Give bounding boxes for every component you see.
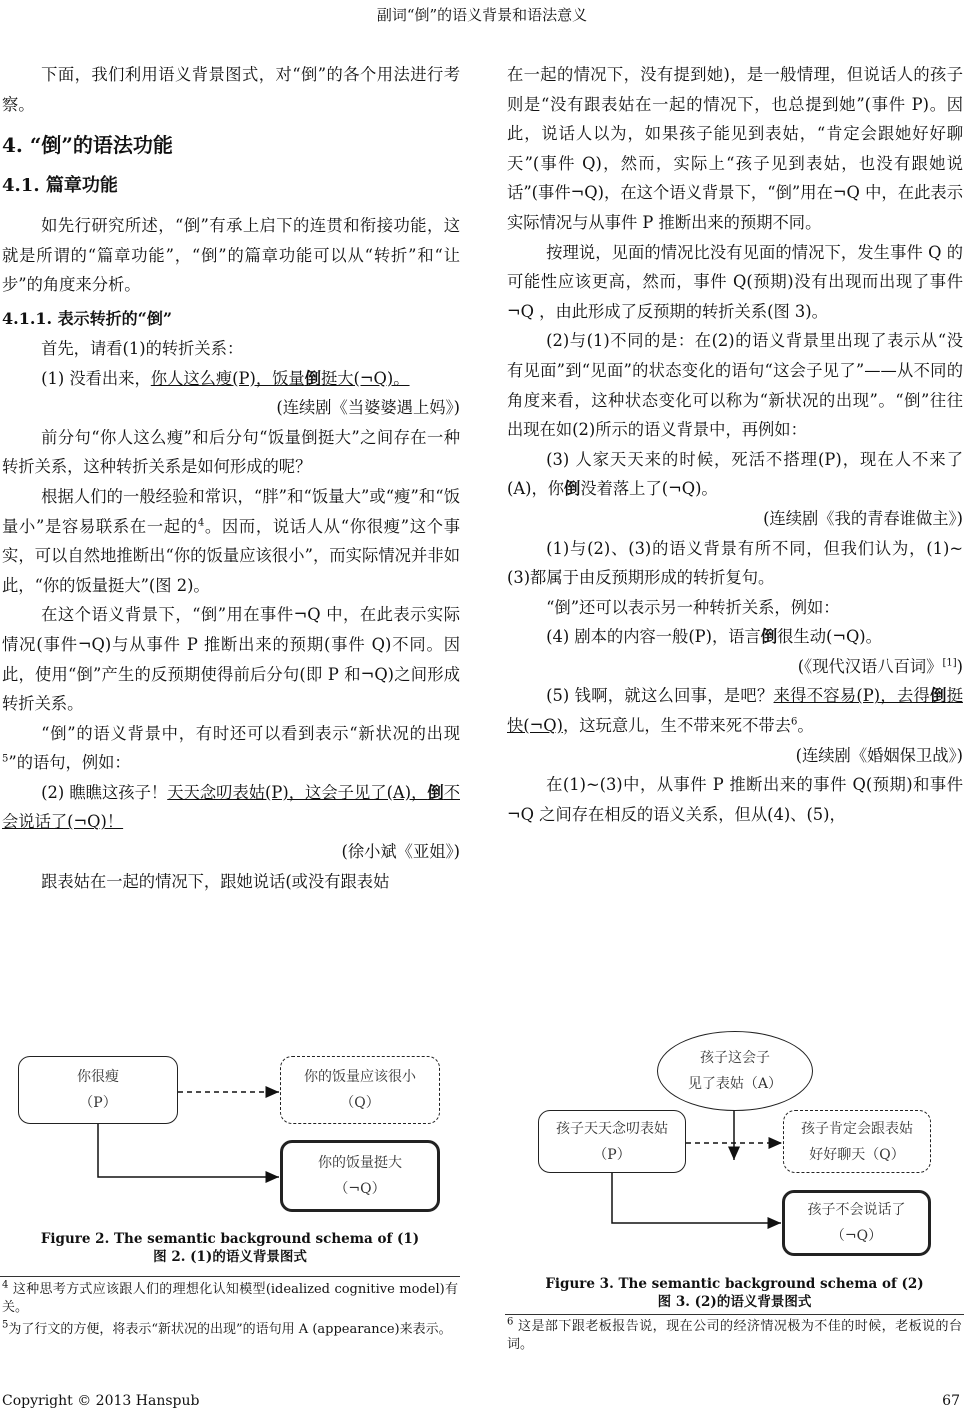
text-run: (连续剧《当婆婆遇上妈》) xyxy=(276,398,460,418)
text-run: 如先行研究所述，“倒”有承上启下的连贯和衔接功能，这就是所谓的“篇章功能”，“倒”的篇章功能可以从“转折”和“让步”的角度来分析。 xyxy=(2,216,460,295)
figure-3-caption xyxy=(505,1275,964,1311)
box-label: 你很瘦 xyxy=(77,1069,119,1085)
box-label: （P） xyxy=(593,1146,631,1163)
text-run: (连续剧《婚姻保卫战》) xyxy=(795,745,963,765)
text-run: 你人这么瘦(P)，饭量 xyxy=(150,368,305,388)
text-run: (1) 没看出来， xyxy=(41,368,151,388)
box-label: 你的饭量挺大 xyxy=(318,1155,402,1171)
footnote-reference: 6 xyxy=(790,716,798,728)
page-number: 67 xyxy=(942,1393,960,1409)
footnote-4 xyxy=(2,1281,458,1317)
event-p-box xyxy=(538,1110,686,1173)
text-run: 。 xyxy=(797,716,814,736)
box-label: 你的饭量应该很小 xyxy=(304,1069,416,1085)
event-q-box xyxy=(783,1110,931,1173)
caption-zh: 图 2. (1)的语义背景图式 xyxy=(153,1249,307,1265)
box-label: 孩子天天念叨表姑 xyxy=(556,1120,668,1137)
running-header: 副词“倒”的语义背景和语法意义 xyxy=(376,6,588,24)
footnote-divider xyxy=(505,1314,964,1315)
event-a-ellipse xyxy=(657,1031,813,1111)
figure-2-caption xyxy=(0,1230,460,1266)
text-run: ) xyxy=(956,656,963,676)
text-run: ”的语句，例如： xyxy=(8,753,131,773)
ellipse-label: 孩子这会子 xyxy=(700,1050,770,1066)
footnote-text: 这是部下跟老板报告说，现在公司的经济情况极为不佳的时候，老板说的台词。 xyxy=(507,1319,962,1352)
text-run: 根据人们的一般经验和常识，“胖”和“饭量大”或“瘦”和“饭量小”是容易联系在一起的 xyxy=(2,486,460,536)
ellipse-label: 见了表姑（A） xyxy=(687,1076,783,1092)
text-run: 在这个语义背景下，“倒”用在事件¬Q 中，在此表示实际情况(事件¬Q)与从事件 P 推断出来的预期(事件 Q)不同。因此，使用“倒”产生的反预期使得前后分句(即 P 和¬Q)之间形成转折关系。 xyxy=(2,605,460,714)
box-label: （¬Q） xyxy=(334,1181,386,1197)
event-not-q-box xyxy=(280,1140,440,1212)
text-run: 倒 xyxy=(304,368,321,388)
caption-en: Figure 3. The semantic background schema of (2) xyxy=(545,1276,924,1292)
caption-zh: 图 3. (2)的语义背景图式 xyxy=(657,1294,812,1310)
footnote-reference: 5 xyxy=(2,753,9,765)
text-run: 。因而，说话人从“你很瘦”这个事实，可以自然地推断出“你的饭量应该很小”，而实际情况并非如此，“你的饭量挺大”(图 2)。 xyxy=(2,516,460,595)
footnote-divider xyxy=(0,1276,460,1277)
event-q-box xyxy=(280,1056,440,1124)
text-run: (3) 人家天天来的时候，死活不搭理(P)，现在人不来了(A)，你 xyxy=(507,449,963,499)
text-run: 在(1)~(3)中，从事件 P 推断出来的事件 Q(预期)和事件¬Q 之间存在相反的语义关系，但从(4)、(5)， xyxy=(507,775,963,824)
box-label: （Q） xyxy=(340,1095,380,1111)
text-run: 4.1.1. 表示转折的“倒” xyxy=(2,308,173,328)
text-run: (《现代汉语八百词》 xyxy=(797,656,943,676)
text-run: 很生动(¬Q)。 xyxy=(777,627,882,647)
footnote-reference: 4 xyxy=(197,517,205,529)
event-p-box xyxy=(18,1056,178,1124)
text-run: “倒”还可以表示另一种转折关系，例如： xyxy=(546,597,840,617)
text-run: 首先，请看(1)的转折关系： xyxy=(41,338,244,358)
text-run: 4.1. 篇章功能 xyxy=(2,175,118,197)
text-run: 倒 xyxy=(930,686,947,706)
footnote-reference: [1] xyxy=(942,657,957,669)
footnote-text: 为了行文的方便，将表示“新状况的出现”的语句用 A (appearance)来表示。 xyxy=(8,1322,452,1337)
box-label: 孩子肯定会跟表姑 xyxy=(801,1120,913,1137)
footnote-number: 5 xyxy=(2,1319,9,1331)
text-run: 按理说，见面的情况比没有见面的情况下，发生事件 Q 的可能性应该更高，然而，事件 Q(预期)没有出现而出现了事件 ¬Q ，由此形成了反预期的转折关系(图 3)。 xyxy=(507,242,963,321)
text-run: 倒 xyxy=(427,782,444,802)
text-run: 不会说话了(¬Q)！ xyxy=(2,782,460,832)
actual-arrow xyxy=(98,1124,279,1177)
text-run: 倒 xyxy=(564,479,581,499)
footnote-text: 这种思考方式应该跟人们的理想化认知模型(idealized cognitive model)有关。 xyxy=(2,1282,458,1315)
text-run: 没着落上了(¬Q)。 xyxy=(580,479,718,499)
text-run: (连续剧《我的青春谁做主》) xyxy=(763,508,963,528)
caption-en: Figure 2. The semantic background schema of (1) xyxy=(40,1231,420,1247)
footnote-number: 6 xyxy=(507,1316,514,1328)
footnote-5 xyxy=(2,1321,458,1339)
text-run: 挺快(¬Q) xyxy=(507,686,963,736)
copyright: Copyright © 2013 Hanspub xyxy=(2,1393,200,1409)
actual-arrow xyxy=(612,1173,781,1223)
box-label: （¬Q） xyxy=(830,1228,883,1244)
box-label: 好好聊天（Q） xyxy=(809,1146,905,1163)
text-run: (徐小斌《亚姐》) xyxy=(341,842,460,862)
text-run: 来得不容易(P)，去得 xyxy=(773,686,931,706)
box-label: 孩子不会说话了 xyxy=(807,1202,906,1218)
text-run: (2)与(1)不同的是：在(2)的语义背景里出现了表示从“没有见面”到“见面”的状态变化的语句“这会子见了”——从不同的角度来看，这种状态变化可以称为“新状况的出现”。“倒”往往出现在如(2)所示的语义背景中，再例如： xyxy=(507,331,963,440)
text-run: 跟表姑在一起的情况下，跟她说话(或没有跟表姑 xyxy=(41,871,390,891)
text-run: “倒”的语义背景中，有时还可以看到表示“新状况的出现 xyxy=(41,723,460,743)
text-run: 挺大(¬Q)。 xyxy=(320,368,410,388)
box-label: （P） xyxy=(79,1095,117,1111)
text-run: 倒 xyxy=(760,627,778,647)
footnote-6 xyxy=(507,1318,962,1354)
text-run: 前分句“你人这么瘦”和后分句“饭量倒挺大”之间存在一种转折关系，这种转折关系是如何形成的呢？ xyxy=(2,427,460,477)
text-run: 4. “倒”的语法功能 xyxy=(2,133,173,158)
text-run: (1)与(2)、(3)的语义背景有所不同，但我们认为，(1)~(3)都属于由反预期形成的转折复句。 xyxy=(507,538,963,588)
text-run: (2) 瞧瞧这孩子！ xyxy=(41,782,168,802)
text-run: 下面，我们利用语义背景图式，对“倒”的各个用法进行考察。 xyxy=(2,65,460,114)
text-run: ，这玩意儿，生不带来死不带去 xyxy=(562,716,791,736)
text-run: (5) 钱啊，就这么回事，是吧？ xyxy=(546,686,774,706)
text-run: 在一起的情况下，没有提到她)，是一般情理，但说话人的孩子则是“没有跟表姑在一起的情况下，也总提到她”(事件 P)。因此，说话人以为，如果孩子能见到表姑，“肯定会跟她好好聊天”(事件 Q)，然而，实际上“孩子见到表姑，也没有跟她说话”(事件¬Q)，在这个语义背景下，“倒”用在¬Q 中，在此表示实际情况与从事件 P 推断出来的预期不同。 xyxy=(507,65,963,232)
text-run: 天天念叨表姑(P)，这会子见了(A)， xyxy=(167,782,428,802)
footnote-number: 4 xyxy=(2,1279,9,1291)
event-not-q-box xyxy=(782,1190,931,1256)
text-run: (4) 剧本的内容一般(P)，语言 xyxy=(546,627,761,647)
